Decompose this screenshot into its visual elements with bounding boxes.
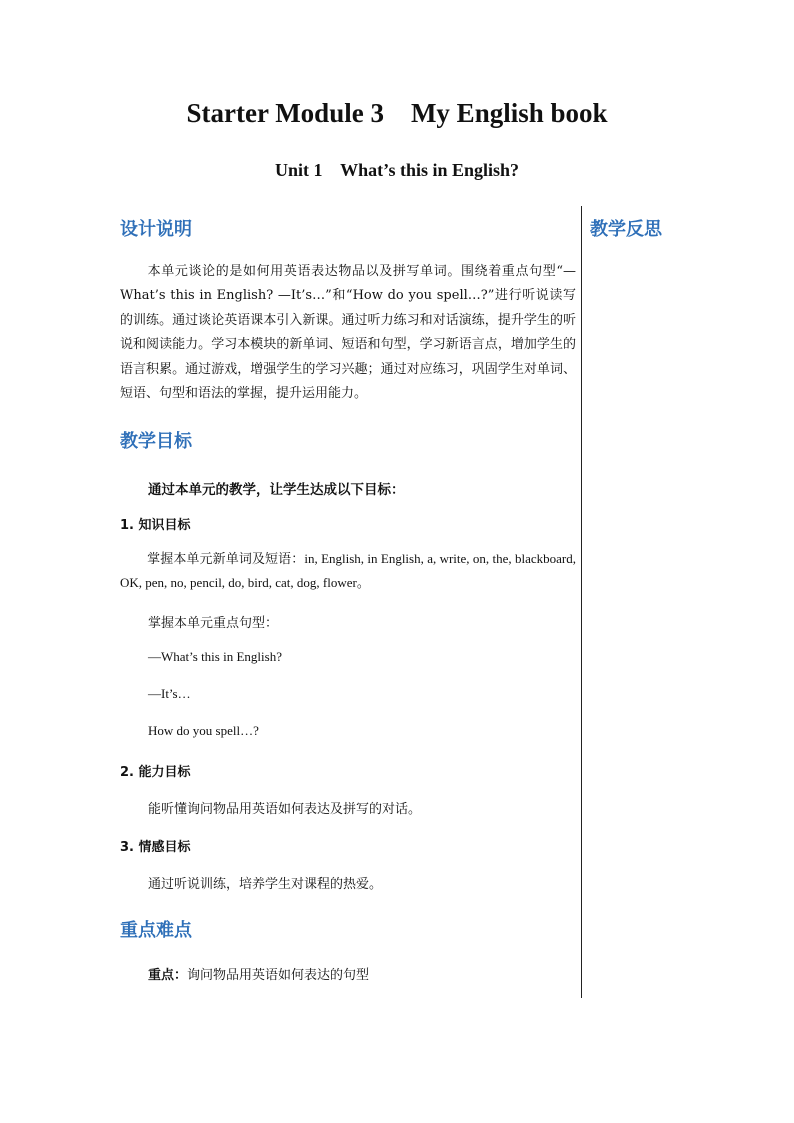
- design-paragraph: 本单元谈论的是如何用英语表达物品以及拼写单词。围绕着重点句型“—What’s this in English? —It’s…”和“How do you spell…?”进行听说读写的训练。通过谈论英语课本引入新课。通过听力练习和对话演练，提升学生的听说和阅读能力。学习本模块的新单词、短语和句型，学习新语言点，增加学生的语言积累。通过游戏，增强学生的学习兴趣；通过对应练习，巩固学生对单词、短语、句型和语法的掌握，提升运用能力。: [120, 264, 576, 402]
- reflection-heading: 教学反思: [590, 219, 662, 240]
- unit-subtitle: Unit 1 What’s this in English?: [274, 160, 520, 180]
- column-divider: [581, 206, 582, 998]
- keypoints-heading: 重点难点: [120, 920, 192, 941]
- document-title: Starter Module 3 My English book: [186, 98, 608, 128]
- pattern-line-1: —What’s this in English?: [148, 649, 282, 664]
- keypoints-label: 重点：: [148, 968, 188, 983]
- pattern-line-3: How do you spell…?: [148, 723, 259, 738]
- objectives-heading: 教学目标: [120, 431, 192, 452]
- vocab-paragraph: 掌握本单元新单词及短语：in, English, in English, a, write, on, the, blackboard, OK, pen, no, pencil, do, bird, cat, dog, flower。: [120, 551, 576, 590]
- emotion-text: 通过听说训练，培养学生对课程的热爱。: [148, 877, 383, 892]
- objectives-intro: 通过本单元的教学，让学生达成以下目标：: [148, 482, 405, 498]
- design-heading: 设计说明: [120, 219, 192, 240]
- keypoints-text: 询问物品用英语如何表达的句型: [187, 968, 370, 983]
- ability-heading: 2. 能力目标: [120, 765, 191, 780]
- keypoints-line: [148, 964, 369, 983]
- knowledge-heading: 1. 知识目标: [120, 518, 191, 533]
- ability-text: 能听懂询问物品用英语如何表达及拼写的对话。: [148, 802, 422, 817]
- patterns-label: 掌握本单元重点句型：: [148, 616, 279, 631]
- pattern-line-2: —It’s…: [148, 686, 191, 701]
- emotion-heading: 3. 情感目标: [120, 840, 191, 855]
